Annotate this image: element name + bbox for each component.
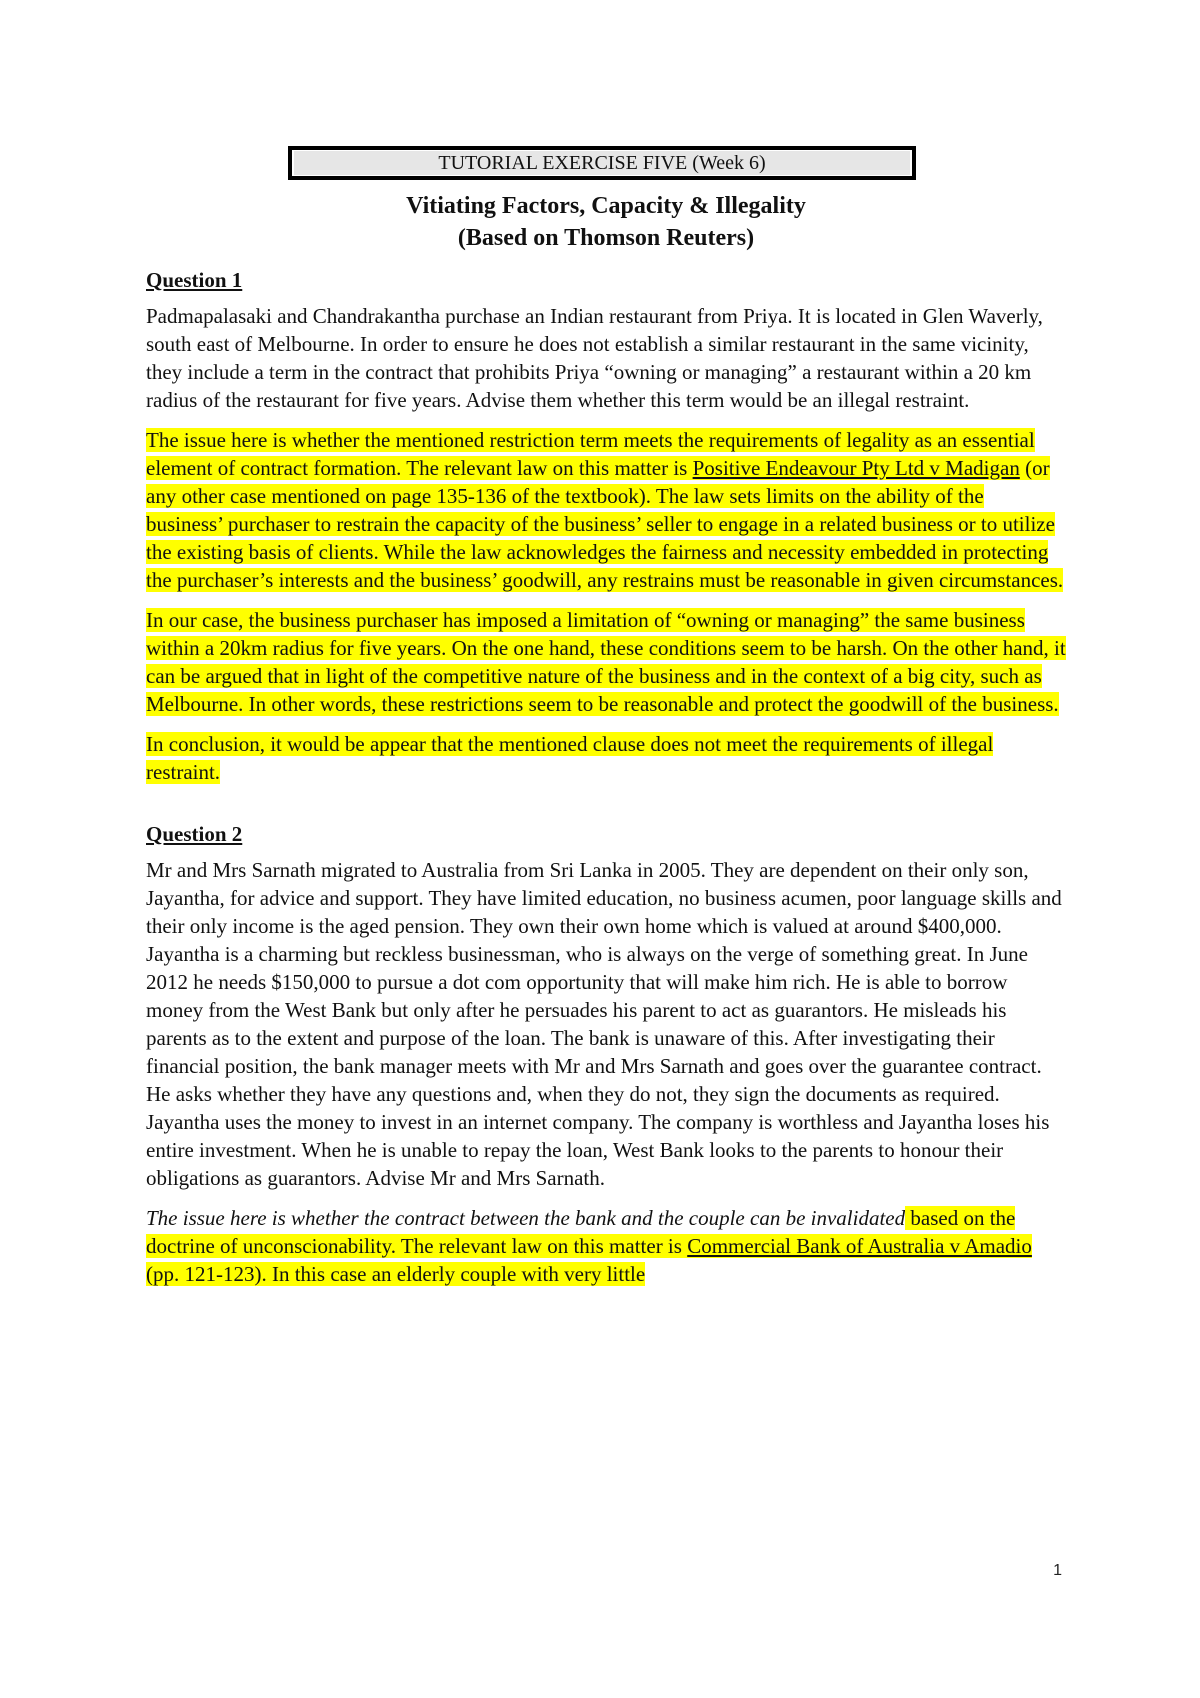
title-box-text: TUTORIAL EXERCISE FIVE (Week 6) [294, 151, 910, 175]
subtitle-line-2: (Based on Thomson Reuters) [457, 225, 755, 251]
case-name-amadio: Commercial Bank of Australia v Amadio [687, 1234, 1032, 1258]
subtitle-line-1: Vitiating Factors, Capacity & Illegality [406, 193, 806, 219]
question-2-heading: Question 2 [146, 822, 243, 846]
question-1-heading: Question 1 [146, 268, 243, 292]
page-number: 1 [1053, 1562, 1062, 1579]
answer-1-text-b: (or any other case mentioned on page 135-136 of the textbook). The law sets limits on the ability of the business’ purchaser to restrain the capacity of the business’ seller to engage in a related business or to utilize the existing basis of clients. While the law acknowledges the fairness and necessity embedded in protecting the purchaser’s interests and the business’ goodwill, any restrains must be reasonable in given circumstances. [146, 456, 1064, 592]
question-2-prompt: Mr and Mrs Sarnath migrated to Australia from Sri Lanka in 2005. They are dependent on their only son, Jayantha, for advice and support. They have limited education, no business acumen, poor language skills and their only income is the aged pension. They own their own home which is valued at around $400,000. Jayantha is a charming but reckless businessman, who is always on the verge of something great. In June 2012 he needs $150,000 to pursue a dot com opportunity that will make him rich. He is able to borrow money from the West Bank but only after he persuades his parent to act as guarantors. He misleads his parents as to the extent and purpose of the loan. The bank is unaware of this. After investigating their financial position, the bank manager meets with Mr and Mrs Sarnath and goes over the guarantee contract. He asks whether they have any questions and, when they do not, they sign the documents as required. Jayantha uses the money to invest in an internet company. The company is worthless and Jayantha loses his entire investment. When he is unable to repay the loan, West Bank looks to the parents to honour their obligations as guarantors. Advise Mr and Mrs Sarnath. [146, 858, 1062, 1190]
question-1-answer-paragraph-3 [146, 730, 1066, 786]
q2-answer-text-a: based on the doctrine of unconscionability. The relevant law on this matter is [146, 1206, 1016, 1258]
document-subtitle [146, 190, 1066, 254]
answer-2-text: In our case, the business purchaser has imposed a limitation of “owning or managing” the same business within a 20km radius for five years. On the one hand, these conditions seem to be harsh. On the other hand, it can be argued that in light of the competitive nature of the business and in the context of a big city, such as Melbourne. In other words, these restrictions seem to be reasonable and protect the goodwill of the business. [146, 608, 1066, 716]
q2-answer-italic-text: The issue here is whether the contract between the bank and the couple can be invalidated [146, 1206, 906, 1230]
page-content [146, 146, 1066, 1288]
title-box [288, 146, 916, 180]
answer-3-text: In conclusion, it would be appear that the mentioned clause does not meet the requirements of illegal restraint. [146, 732, 994, 784]
question-2-answer-paragraph [146, 1204, 1066, 1288]
answer-1-text-a: The issue here is whether the mentioned restriction term meets the requirements of legality as an essential element of contract formation. The relevant law on this matter is [146, 428, 1035, 480]
q2-answer-text-b: (pp. 121-123). In this case an elderly couple with very little [146, 1262, 646, 1286]
question-1-prompt: Padmapalasaki and Chandrakantha purchase an Indian restaurant from Priya. It is located in Glen Waverly, south east of Melbourne. In order to ensure he does not establish a similar restaurant in the same vicinity, they include a term in the contract that prohibits Priya “owning or managing” a restaurant within a 20 km radius of the restaurant for five years. Advise them whether this term would be an illegal restraint. [146, 304, 1043, 412]
question-1-answer-paragraph-2 [146, 606, 1066, 718]
case-name-positive-endeavour: Positive Endeavour Pty Ltd v Madigan [692, 456, 1020, 480]
question-1-answer-paragraph-1 [146, 426, 1066, 594]
